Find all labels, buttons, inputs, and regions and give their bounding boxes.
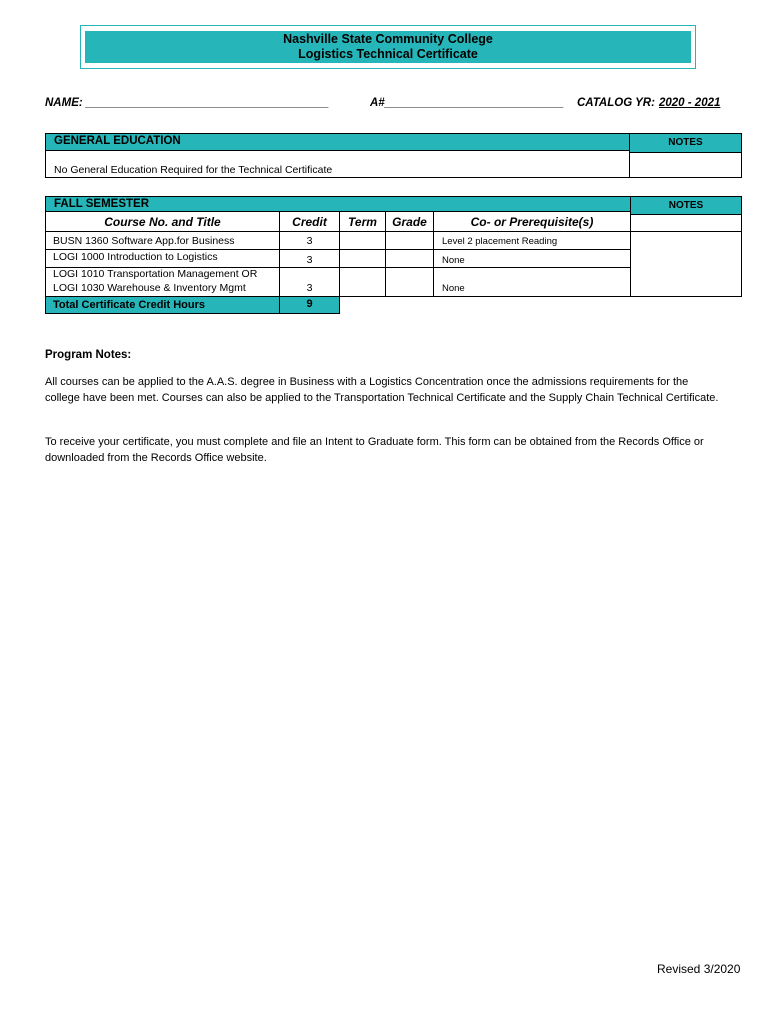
term-field[interactable]: [340, 250, 385, 267]
total-credit-label: Total Certificate Credit Hours: [53, 299, 205, 311]
grade-field[interactable]: [386, 268, 433, 296]
name-field[interactable]: NAME: ______________________________________: [45, 97, 329, 109]
revision-date: Revised 3/2020: [657, 962, 741, 976]
catalog-year-label: CATALOG YR:: [577, 97, 655, 109]
course-credit: 3: [306, 235, 313, 247]
column-course: Course No. and Title: [104, 215, 221, 229]
general-education-section: [45, 133, 742, 178]
fall-semester-notes-field[interactable]: [631, 232, 741, 296]
course-credit: 3: [306, 254, 313, 266]
student-info-row: [45, 97, 720, 113]
course-prerequisite: None: [442, 283, 465, 294]
grade-field[interactable]: [386, 232, 433, 249]
grade-field[interactable]: [386, 250, 433, 267]
course-credit: 3: [306, 282, 313, 294]
column-credit: Credit: [292, 215, 327, 229]
fall-semester-notes-header: NOTES: [631, 197, 741, 214]
college-name: Nashville State Community College: [283, 32, 493, 46]
program-notes-title: Program Notes:: [45, 349, 132, 361]
fall-semester-header: FALL SEMESTER: [46, 197, 630, 211]
course-title-line1: LOGI 1010 Transportation Management OR: [53, 268, 258, 280]
term-field[interactable]: [340, 232, 385, 249]
general-education-header: GENERAL EDUCATION: [46, 134, 629, 150]
column-grade: Grade: [392, 215, 427, 229]
general-education-notes-header: NOTES: [630, 134, 741, 152]
catalog-year-value: 2020 - 2021: [659, 97, 721, 109]
title-banner: [85, 31, 691, 63]
certificate-name: Logistics Technical Certificate: [298, 47, 478, 61]
course-title: BUSN 1360 Software App.for Business: [53, 235, 235, 247]
program-notes-paragraph-2: To receive your certificate, you must complete and file an Intent to Graduate form. This form can be obtained from the Records Office or downloaded from the Records Office website.: [45, 436, 704, 464]
term-field[interactable]: [340, 268, 385, 296]
course-title-line2: LOGI 1030 Warehouse & Inventory Mgmt: [53, 282, 246, 294]
course-prerequisite: None: [442, 255, 465, 266]
a-number-field[interactable]: A#____________________________: [370, 97, 564, 109]
program-notes-paragraph-1: All courses can be applied to the A.A.S. degree in Business with a Logistics Concentration once the admissions requirements for the college have been met. Courses can also be applied to the Transportation Technical Certificate and the Supply Chain Technical Certificate.: [45, 376, 719, 404]
column-prerequisites: Co- or Prerequisite(s): [470, 215, 594, 229]
column-term: Term: [348, 215, 377, 229]
course-prerequisite: Level 2 placement Reading: [442, 236, 558, 247]
total-credit-value: 9: [306, 298, 313, 310]
general-education-text: No General Education Required for the Technical Certificate: [54, 164, 333, 176]
course-title: LOGI 1000 Introduction to Logistics: [53, 251, 218, 263]
general-education-notes-field[interactable]: [630, 153, 741, 177]
title-frame: [80, 25, 696, 69]
